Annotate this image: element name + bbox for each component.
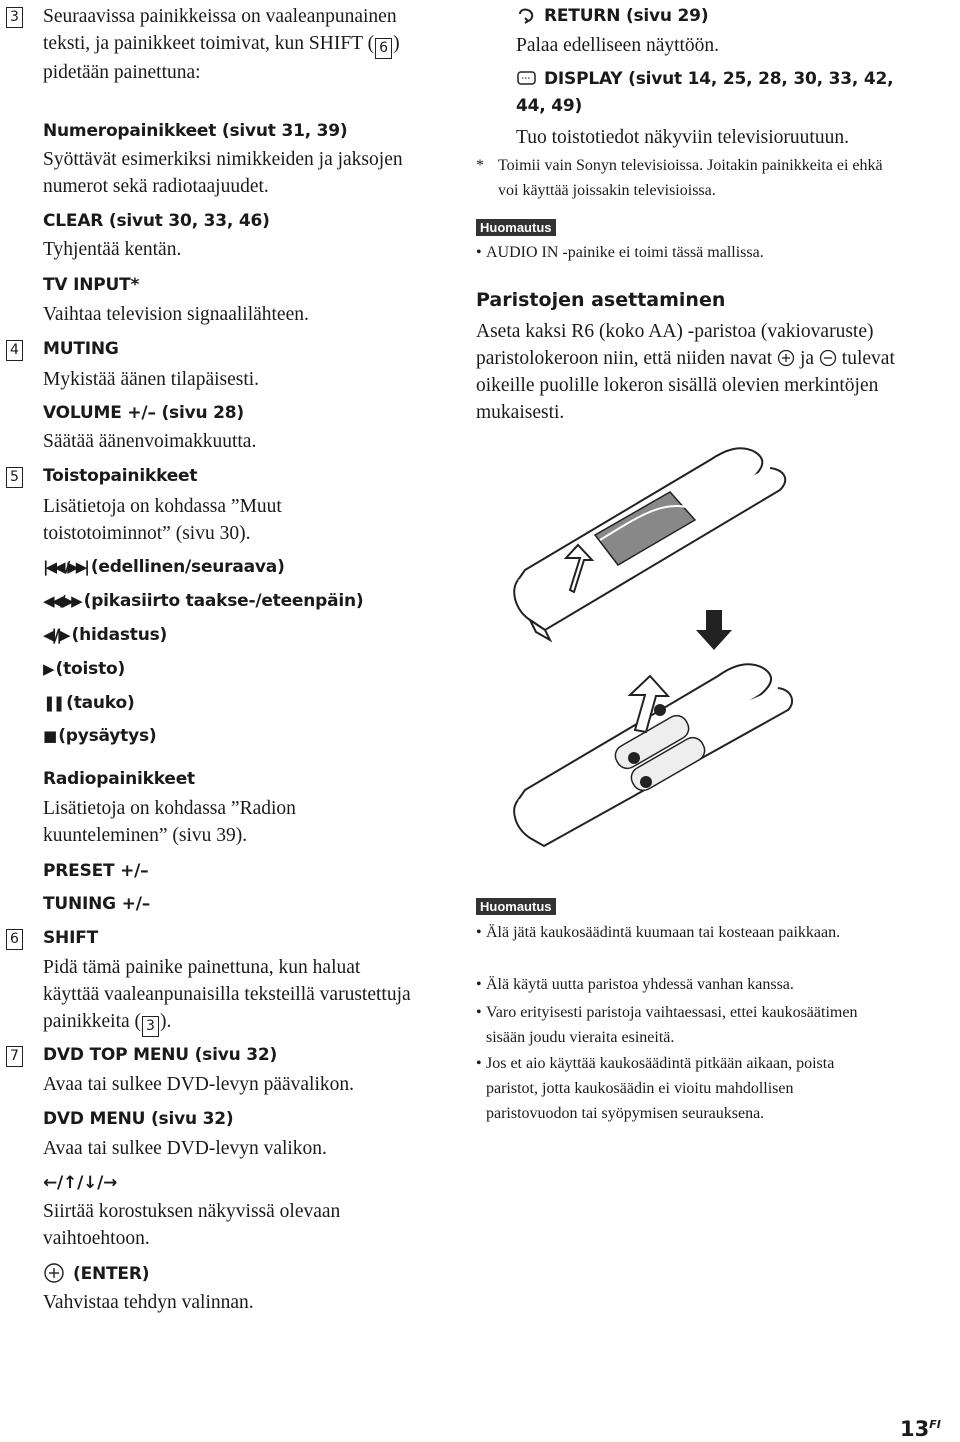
item-number-4: 4 [6, 340, 23, 361]
b3-description: Seuraavissa painikkeissa on vaaleanpunainen teksti, ja painikkeet toimivat, kun SHIFT ( 6 ) pidetään painettuna: [43, 6, 400, 83]
skip-row: ◀◀/▶▶ (pikasiirto taakse-/eteenpäin) [43, 591, 364, 611]
pause-row: ❚❚ (tauko) [43, 693, 135, 713]
dvdtop-desc: Avaa tai sulkee DVD-levyn päävalikon. [43, 1074, 354, 1095]
return-icon [516, 6, 538, 24]
arrows-title: ←/↑/↓/→ [43, 1173, 118, 1193]
note-label-1: Huomautus [476, 219, 556, 237]
return-row: RETURN (sivu 29) [516, 3, 708, 30]
pause-icon: ❚❚ [43, 694, 63, 712]
dvdmenu-title: DVD MENU (sivu 32) [43, 1109, 234, 1129]
display-icon [516, 69, 538, 87]
numero-desc: Syöttävät esimerkiksi nimikkeiden ja jaksojen numerot sekä radiotaajuudet. [43, 149, 403, 197]
enter-icon [43, 1262, 65, 1284]
clear-title: CLEAR (sivut 30, 33, 46) [43, 211, 270, 231]
note-label-2: Huomautus [476, 898, 556, 916]
prevnext-row: |◀◀ /▶▶| (edellinen/seuraava) [43, 557, 285, 577]
volume-desc: Säätää äänenvoimakkuutta. [43, 431, 257, 452]
clear-desc: Tyhjentää kentän. [43, 239, 182, 260]
toisto-desc: Lisätietoja on kohdassa ”Muut toistotoiminnot” (sivu 30). [43, 496, 282, 544]
item-number-5: 5 [6, 467, 23, 488]
dvdtop-title: DVD TOP MENU (sivu 32) [43, 1045, 278, 1065]
slow-icon: ◀|/|▶ [43, 626, 68, 644]
muting-desc: Mykistää äänen tilapäisesti. [43, 369, 260, 390]
play-icon: ▶ [43, 660, 52, 678]
arrows-desc: Siirtää korostuksen näkyvissä olevaan vaihtoehtoon. [43, 1201, 341, 1249]
page-number: $13^{FI}$ [900, 1417, 941, 1441]
item-number-3: 3 [6, 7, 23, 28]
prev-next-icon: |◀◀ /▶▶| [43, 558, 87, 576]
dvdmenu-desc: Avaa tai sulkee DVD-levyn valikon. [43, 1138, 327, 1159]
ref-box-3: 3 [142, 1016, 159, 1037]
note-item: • Älä käytä uutta paristoa yhdessä vanhan kanssa. [476, 976, 794, 993]
note-item: • Varo erityisesti paristoja vaihtaessasi, ettei kaukosäätimen sisään joudu vieraita esineitä. [476, 1004, 858, 1046]
volume-title: VOLUME +/– (sivu 28) [43, 403, 244, 423]
footnote: Toimii vain Sonyn televisioissa. Joitakin painikkeita ei ehkä voi käyttää joissakin televisioissa. [498, 157, 883, 199]
display-desc: Tuo toistotiedot näkyviin televisioruutuun. [516, 127, 849, 148]
display-row: DISPLAY (sivut 14, 25, 28, 30, 33, 42, 44, 49) [516, 69, 894, 116]
note-item: • Älä jätä kaukosäädintä kuumaan tai kosteaan paikkaan. [476, 924, 841, 941]
rewind-forward-icon: ◀◀/▶▶ [43, 592, 80, 610]
enter-row: (ENTER) [43, 1261, 149, 1288]
numero-title: Numeropainikkeet (sivut 31, 39) [43, 121, 348, 141]
muting-title: MUTING [43, 339, 119, 359]
note-item: • AUDIO IN -painike ei toimi tässä mallissa. [476, 244, 764, 261]
item-number-6: 6 [6, 929, 23, 950]
preset-title: PRESET +/– [43, 861, 149, 881]
tvinput-desc: Vaihtaa television signaalilähteen. [43, 304, 309, 325]
item-number-7: 7 [6, 1046, 23, 1067]
radio-title: Radiopainikkeet [43, 769, 195, 789]
tvinput-title: TV INPUT* [43, 275, 140, 295]
plus-pole-icon [777, 349, 795, 367]
section-text: Aseta kaksi R6 (koko AA) -paristoa (vakiovaruste) paristolokeroon niin, että niiden navat ja tulevat oikeille puolille lokeron sisällä olevien merkintöjen mukaisesti. [476, 321, 895, 423]
radio-desc: Lisätietoja on kohdassa ”Radion kuunteleminen” (sivu 39). [43, 798, 296, 846]
slow-row: ◀|/|▶ (hidastus) [43, 625, 168, 645]
footnote-mark: * [476, 157, 484, 174]
stop-icon: ■ [43, 727, 55, 745]
minus-pole-icon [819, 349, 837, 367]
tuning-title: TUNING +/– [43, 894, 151, 914]
toisto-title: Toistopainikkeet [43, 466, 198, 486]
stop-row: ■ (pysäytys) [43, 726, 157, 746]
shift-desc: Pidä tämä painike painettuna, kun haluat käyttää vaaleanpunaisilla teksteillä varustettuja painikkeita ( 3 ). [43, 954, 418, 1037]
battery-illustration [500, 440, 800, 860]
enter-desc: Vahvistaa tehdyn valinnan. [43, 1292, 254, 1313]
play-row: ▶ (toisto) [43, 659, 126, 679]
shift-title: SHIFT [43, 928, 99, 948]
ref-box-6: 6 [375, 38, 392, 59]
note-item: • Jos et aio käyttää kaukosäädintä pitkään aikaan, poista paristot, jotta kaukosäädin ei vioitu mahdollisen paristovuodon tai syöpymisen seurauksena. [476, 1055, 835, 1122]
section-title: Paristojen asettaminen [476, 289, 726, 311]
return-desc: Palaa edelliseen näyttöön. [516, 35, 720, 56]
